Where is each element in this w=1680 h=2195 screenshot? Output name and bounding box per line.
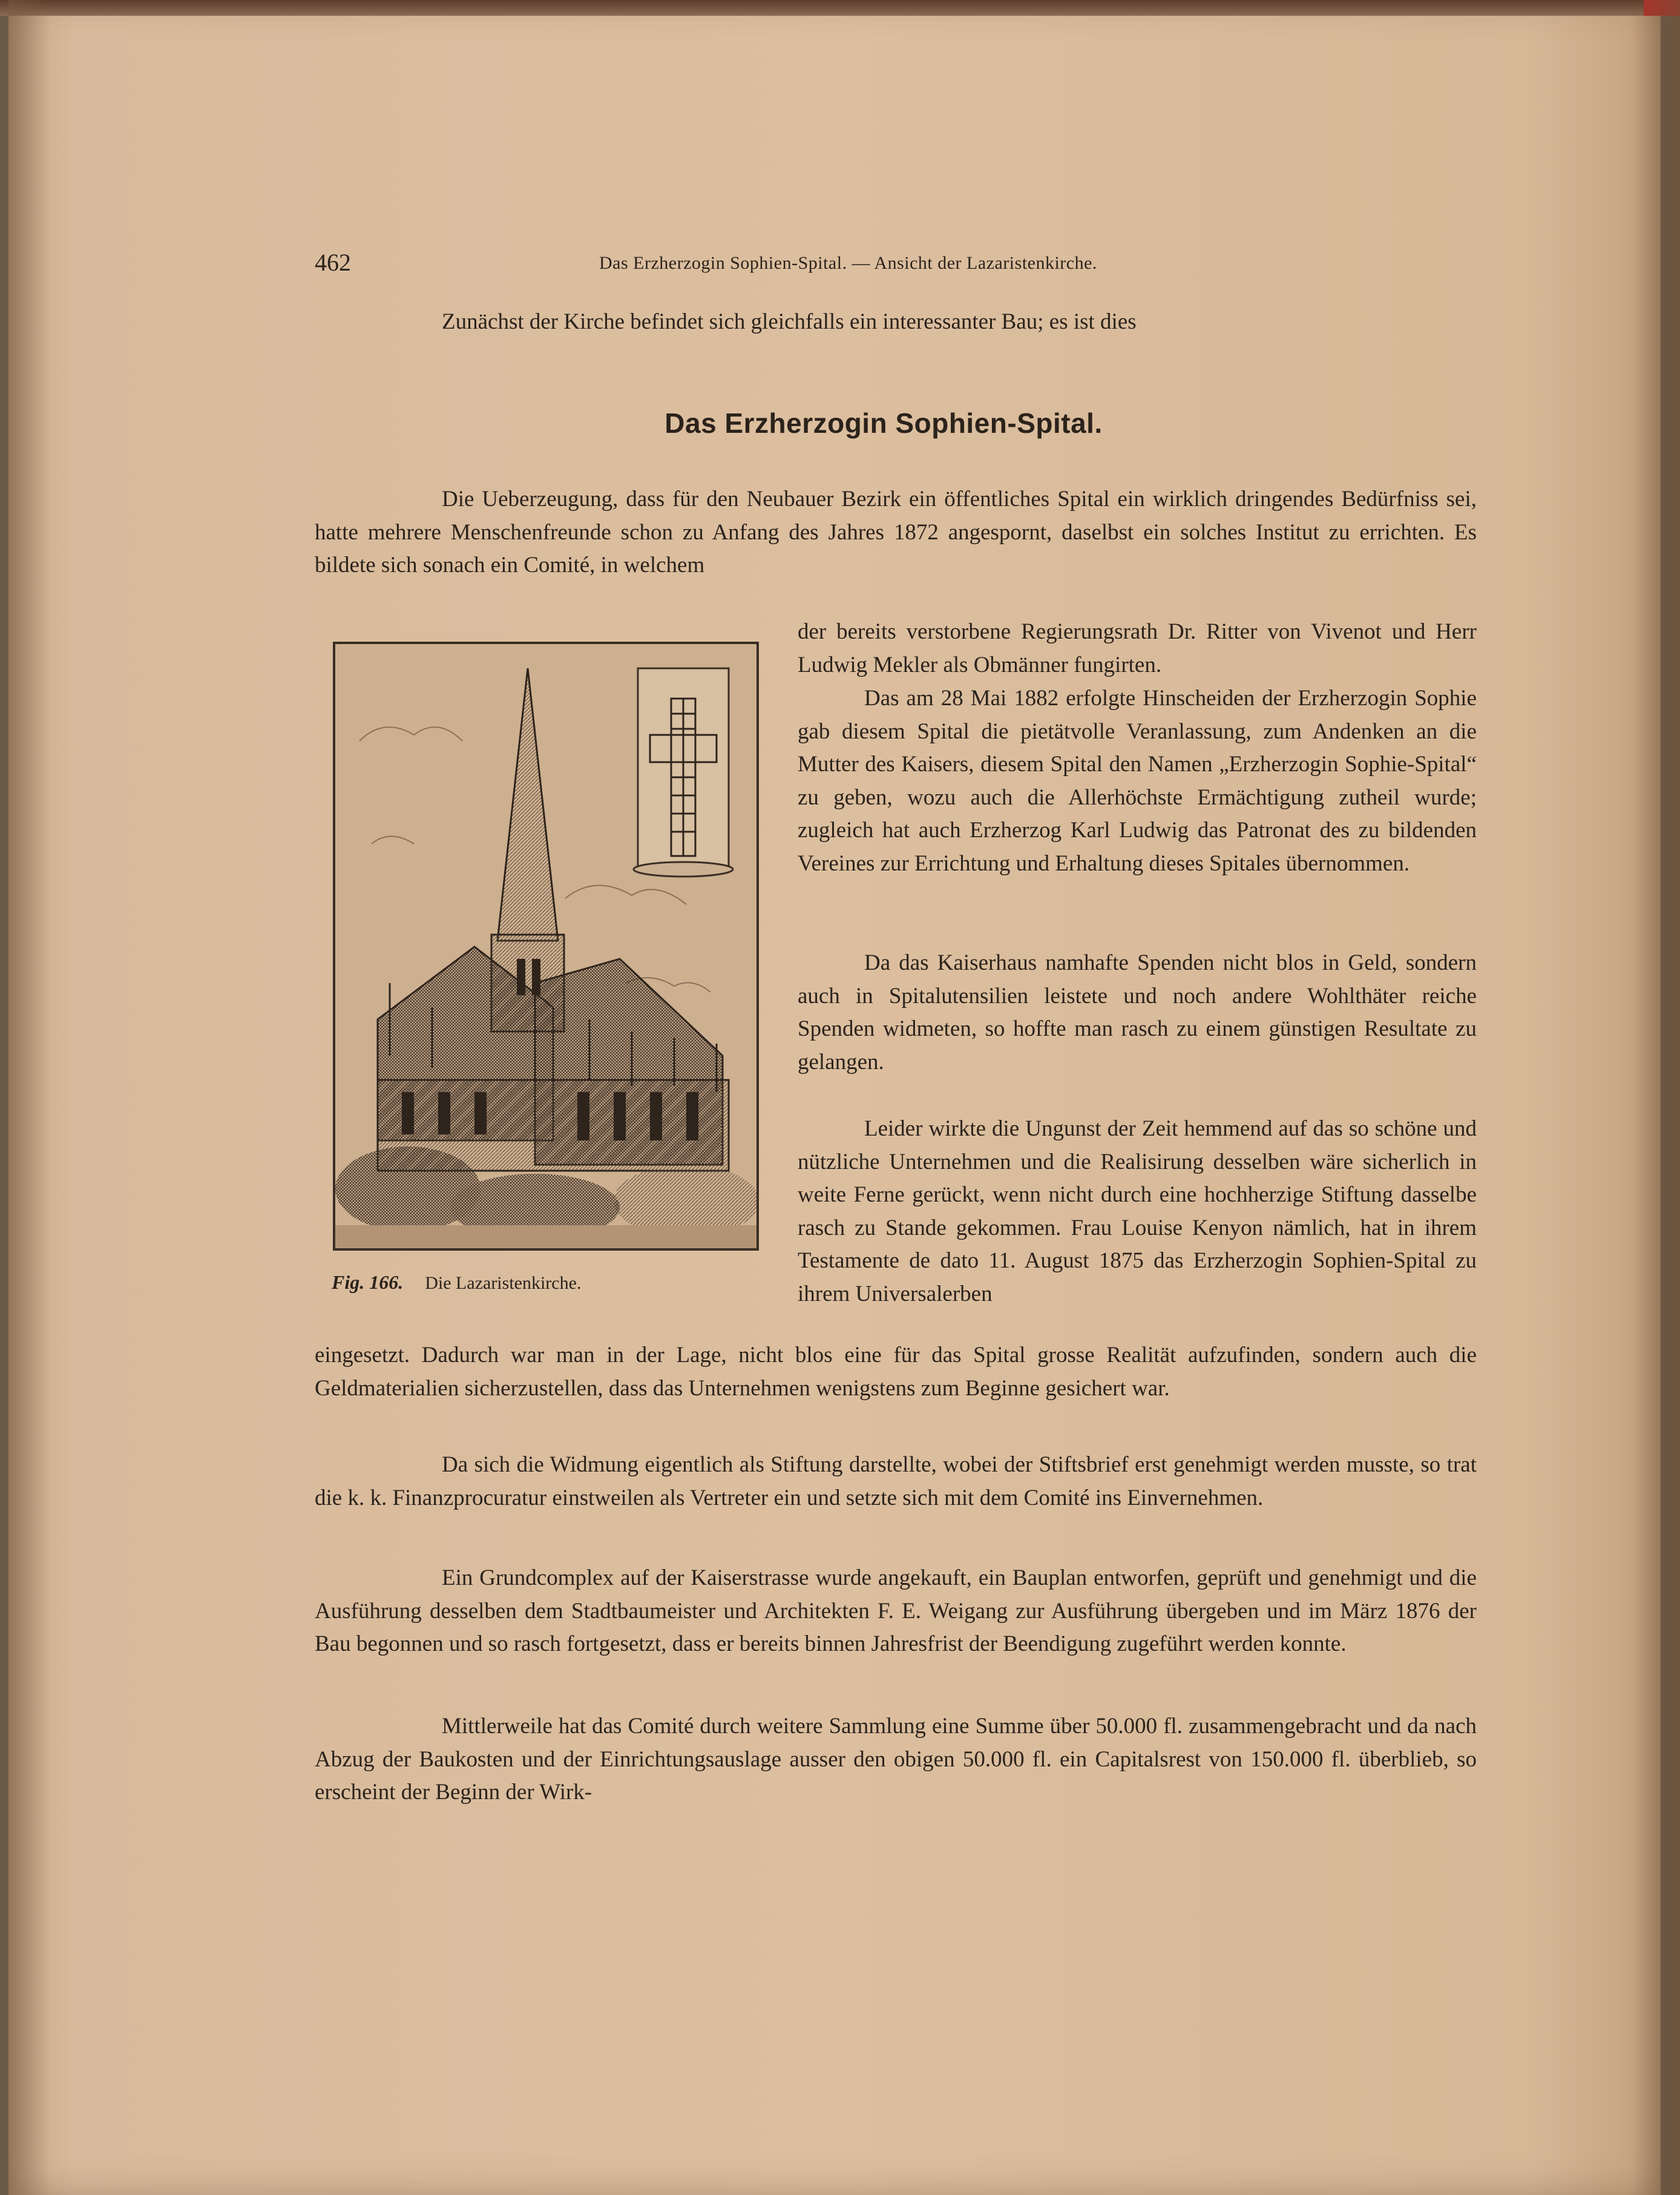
- paragraph-1-continued: der bereits verstorbene Regierungsrath Dr. Ritter von Vivenot und Herr Ludwig Mekler als Obmänner fungirten.: [798, 619, 1477, 677]
- paragraph-6: Ein Grundcomplex auf der Kaiserstrasse wurde angekauft, ein Bauplan entworfen, geprüft und genehmigt und die Ausführung desselben dem Stadtbaumeister und Architekten F. E. Weigang zur Ausführung übergeben und im März 1876 der Bau begonnen und so rasch fortgesetzt, dass er bereits binnen Jahresfrist der Beendigung zugeführt werden konnte.: [315, 1565, 1477, 1656]
- paragraph-4: Leider wirkte die Ungunst der Zeit hemmend auf das so schöne und nützliche Unternehmen und die Realisirung desselben wäre sicherlich in weite Ferne gerückt, wenn nicht durch eine hochherzige Stiftung dasselbe rasch zu Stande gekommen. Frau Louise Kenyon nämlich, hat in ihrem Testamente de dato 11. August 1875 das Erzherzogin Sophien-Spital zu ihrem Universalerben: [798, 1116, 1477, 1306]
- page-top-edge: [0, 0, 1680, 16]
- church-engraving: [333, 642, 759, 1251]
- running-head: Das Erzherzogin Sophien-Spital. — Ansicht der Lazaristenkirche.: [599, 253, 1097, 273]
- paragraph-7: Mittlerweile hat das Comité durch weitere Sammlung eine Summe über 50.000 fl. zusammengebracht und da nach Abzug der Baukosten und der Einrichtungsauslage ausser den obigen 50.000 fl. ein Capitalsrest von 150.000 fl. überblieb, so erscheint der Beginn der Wirk-: [315, 1714, 1477, 1805]
- paragraph-3: Da das Kaiserhaus namhafte Spenden nicht blos in Geld, sondern auch in Spitalutensilien leistete und noch andere Wohlthäter reiche Spenden widmeten, so hoffte man rasch zu einem günstigen Resultate zu gelangen.: [798, 950, 1477, 1074]
- right-edge-shadow: [1632, 0, 1680, 2195]
- paragraph-2: Das am 28 Mai 1882 erfolgte Hinscheiden der Erzherzogin Sophie gab diesem Spital die pietätvolle Veranlassung, zum Andenken an die Mutter des Kaisers, diesem Spital den Namen „Erzherzogin Sophie-Spital“ zu geben, wozu auch die Allerhöchste Ermächtigung zutheil wurde; zugleich hat auch Erzherzog Karl Ludwig das Patronat des zu bildenden Vereines zur Errichtung und Erhaltung dieses Spitales übernommen.: [798, 686, 1477, 876]
- section-title: Das Erzherzogin Sophien-Spital.: [664, 407, 1103, 439]
- paragraph-5: Da sich die Widmung eigentlich als Stiftung darstellte, wobei der Stiftsbrief erst genehmigt werden musste, so trat die k. k. Finanzprocuratur einstweilen als Vertreter ein und setzte sich mit dem Comité ins Einvernehmen.: [315, 1452, 1477, 1510]
- figure-title: Die Lazaristenkirche.: [425, 1273, 582, 1293]
- intro-line: Zunächst der Kirche befindet sich gleichfalls ein interessanter Bau; es ist dies: [442, 309, 1137, 334]
- binding-shadow: [8, 0, 51, 2195]
- paragraph-1: Die Ueberzeugung, dass für den Neubauer Bezirk ein öffentliches Spital ein wirklich dringendes Bedürfniss sei, hatte mehrere Menschenfreunde schon zu Anfang des Jahres 1872 angespornt, daselbst ein solches Institut zu errichten. Es bildete sich sonach ein Comité, in welchem: [315, 487, 1477, 578]
- figure-caption: [332, 1271, 581, 1294]
- church-illustration: [335, 644, 756, 1248]
- page-number: 462: [315, 249, 351, 276]
- paragraph-4-continued: eingesetzt. Dadurch war man in der Lage, nicht blos eine für das Spital grosse Realität aufzufinden, sondern auch die Geldmaterialien sicherzustellen, dass das Unternehmen wenigstens zum Beginne gesichert war.: [315, 1343, 1477, 1401]
- figure-label: Fig. 166.: [332, 1271, 404, 1293]
- floor-plan-scroll: [634, 668, 733, 877]
- page-header: [315, 248, 1452, 285]
